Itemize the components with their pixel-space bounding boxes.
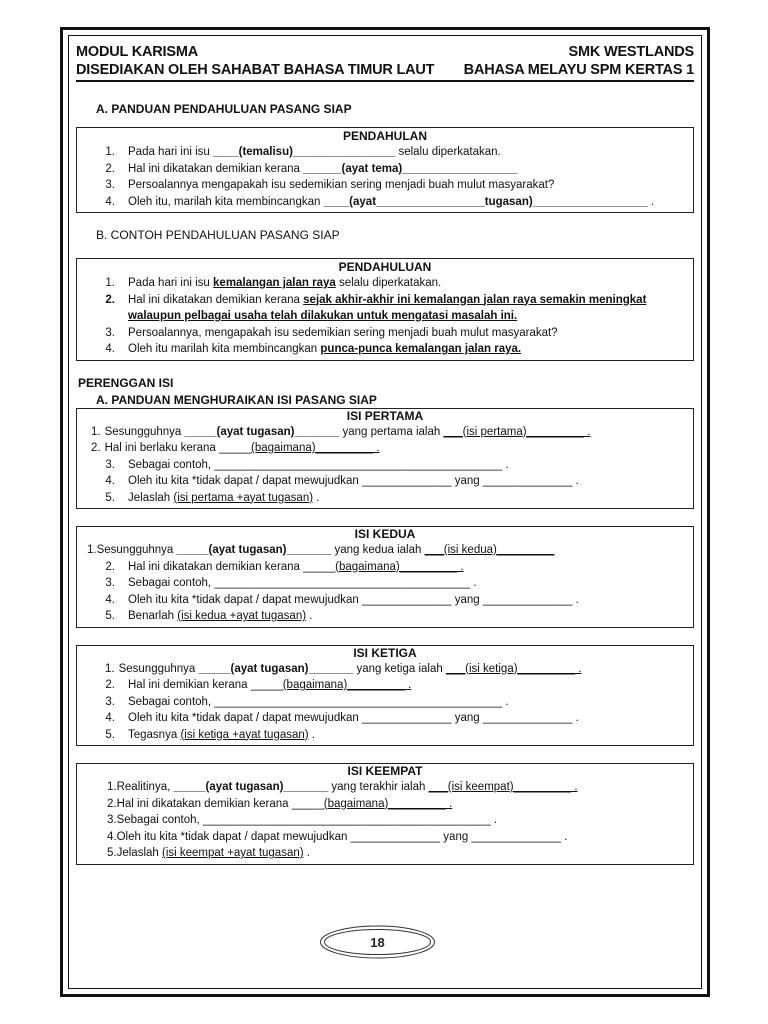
isi-guide-heading: A. PANDUAN MENGHURAIKAN ISI PASANG SIAP: [96, 392, 377, 407]
list-item: 5. Benarlah (isi kedua +ayat tugasan) .: [105, 610, 313, 622]
list-item: 2. Hal ini demikian kerana _____(bagaimana)_________ .: [105, 679, 412, 691]
list-item: 1. Realitinya, _____(ayat tugasan)_______ yang terakhir ialah ___(isi keempat)_________ .: [107, 781, 578, 793]
page-number: 18: [370, 935, 385, 950]
box-title: ISI PERTAMA: [346, 408, 424, 423]
list-item: 3. Sebagai contoh, _____________________________________________ .: [107, 814, 498, 826]
isi-ketiga-box: [76, 645, 694, 747]
box-title: ISI KEDUA: [354, 527, 416, 541]
pendahuluan-guide-box: [76, 127, 694, 213]
list-item: 1. Pada hari ini isu kemalangan jalan raya selalu diperkatakan.: [105, 277, 442, 289]
header-row-2: [76, 61, 694, 82]
list-item: 1. Sesungguhnya _____(ayat tugasan)_______ yang kedua ialah ___(isi kedua)_________: [87, 544, 555, 556]
list-item: 5. Tegasnya (isi ketiga +ayat tugasan) .: [105, 728, 315, 741]
page-number-badge: [319, 925, 436, 959]
list-item: 4. Oleh itu kita *tidak dapat / dapat mewujudkan ______________ yang ______________ .: [105, 593, 579, 606]
list-item: 1. Sesungguhnya _____(ayat tugasan)_______ yang pertama ialah ___(isi pertama)_________ .: [91, 425, 591, 438]
isi-pertama-box: [76, 408, 694, 510]
list-item: 2. Hal ini dikatakan demikian kerana _____(bagaimana)_________ .: [107, 797, 453, 810]
list-item: 2. Hal ini berlaku kerana _____(bagaimana)_________ .: [91, 442, 380, 454]
header-row-1: [76, 43, 694, 61]
list-item: 3. Persoalannya, mengapakah isu sedemikian sering menjadi buah mulut masyarakat?: [105, 326, 558, 339]
page-number-oval: [319, 925, 436, 959]
list-item: 2. Hal ini dikatakan demikian kerana sejak akhir-akhir ini kemalangan jalan raya semakin meningkat: [105, 293, 647, 306]
list-item-continuation: walaupun pelbagai usaha telah dilakukan untuk mengatasi masalah ini.: [128, 310, 518, 322]
list-item: 5. Jelaslah (isi pertama +ayat tugasan) .: [105, 491, 320, 504]
prepared-by: DISEDIAKAN OLEH SAHABAT BAHASA TIMUR LAUT: [76, 62, 435, 78]
list-item: 5. Jelaslah (isi keempat +ayat tugasan) .: [107, 847, 310, 859]
perenggan-isi-heading: PERENGGAN ISI: [78, 375, 174, 390]
box-title: PENDAHULAN: [343, 129, 427, 143]
list-item: 3. Sebagai contoh, ________________________________________ .: [105, 577, 477, 589]
list-item: 3. Sebagai contoh, _____________________________________________ .: [105, 458, 509, 471]
isi-keempat-box: [76, 763, 694, 865]
section-a-heading: A. PANDUAN PENDAHULUAN PASANG SIAP: [96, 102, 352, 116]
subject-paper: BAHASA MELAYU SPM KERTAS 1: [463, 62, 694, 78]
list-item: 4. Oleh itu kita *tidak dapat / dapat mewujudkan ______________ yang ______________ .: [105, 712, 579, 724]
module-title: MODUL KARISMA: [76, 44, 198, 60]
list-item: 1. Pada hari ini isu ____(temalisu)________________ selalu diperkatakan.: [105, 146, 501, 158]
list-item: 2. Hal ini dikatakan demikian kerana _____(bagaimana)_________ .: [105, 560, 464, 573]
list-item: 3. Sebagai contoh, _____________________________________________ .: [105, 695, 509, 708]
box-title: ISI KEEMPAT: [347, 764, 423, 778]
section-b-heading: B. CONTOH PENDAHULUAN PASANG SIAP: [96, 228, 340, 242]
school-name: SMK WESTLANDS: [568, 44, 694, 60]
list-item: 4. Oleh itu, marilah kita membincangkan ____(ayat_________________tugasan)__________________ .: [105, 195, 655, 208]
isi-kedua-box: [76, 526, 694, 628]
list-item: 3. Persoalannya mengapakah isu sedemikian sering menjadi buah mulut masyarakat?: [105, 179, 555, 191]
document-page: [76, 42, 694, 865]
list-item: 4. Oleh itu kita *tidak dapat / dapat mewujudkan ______________ yang ______________ .: [107, 830, 568, 843]
list-item: 4. Oleh itu kita *tidak dapat / dapat mewujudkan ______________ yang ______________ .: [105, 475, 579, 487]
pendahuluan-example-box: [76, 258, 694, 361]
box-title: ISI KETIGA: [353, 645, 417, 660]
list-item: 1. Sesungguhnya _____(ayat tugasan)_______ yang ketiga ialah ___(isi ketiga)_________ .: [105, 662, 582, 675]
list-item: 4. Oleh itu marilah kita membincangkan punca-punca kemalangan jalan raya.: [105, 343, 522, 355]
list-item: 2. Hal ini dikatakan demikian kerana ______(ayat tema)__________________: [105, 162, 518, 175]
box-title: PENDAHULUAN: [338, 260, 432, 274]
